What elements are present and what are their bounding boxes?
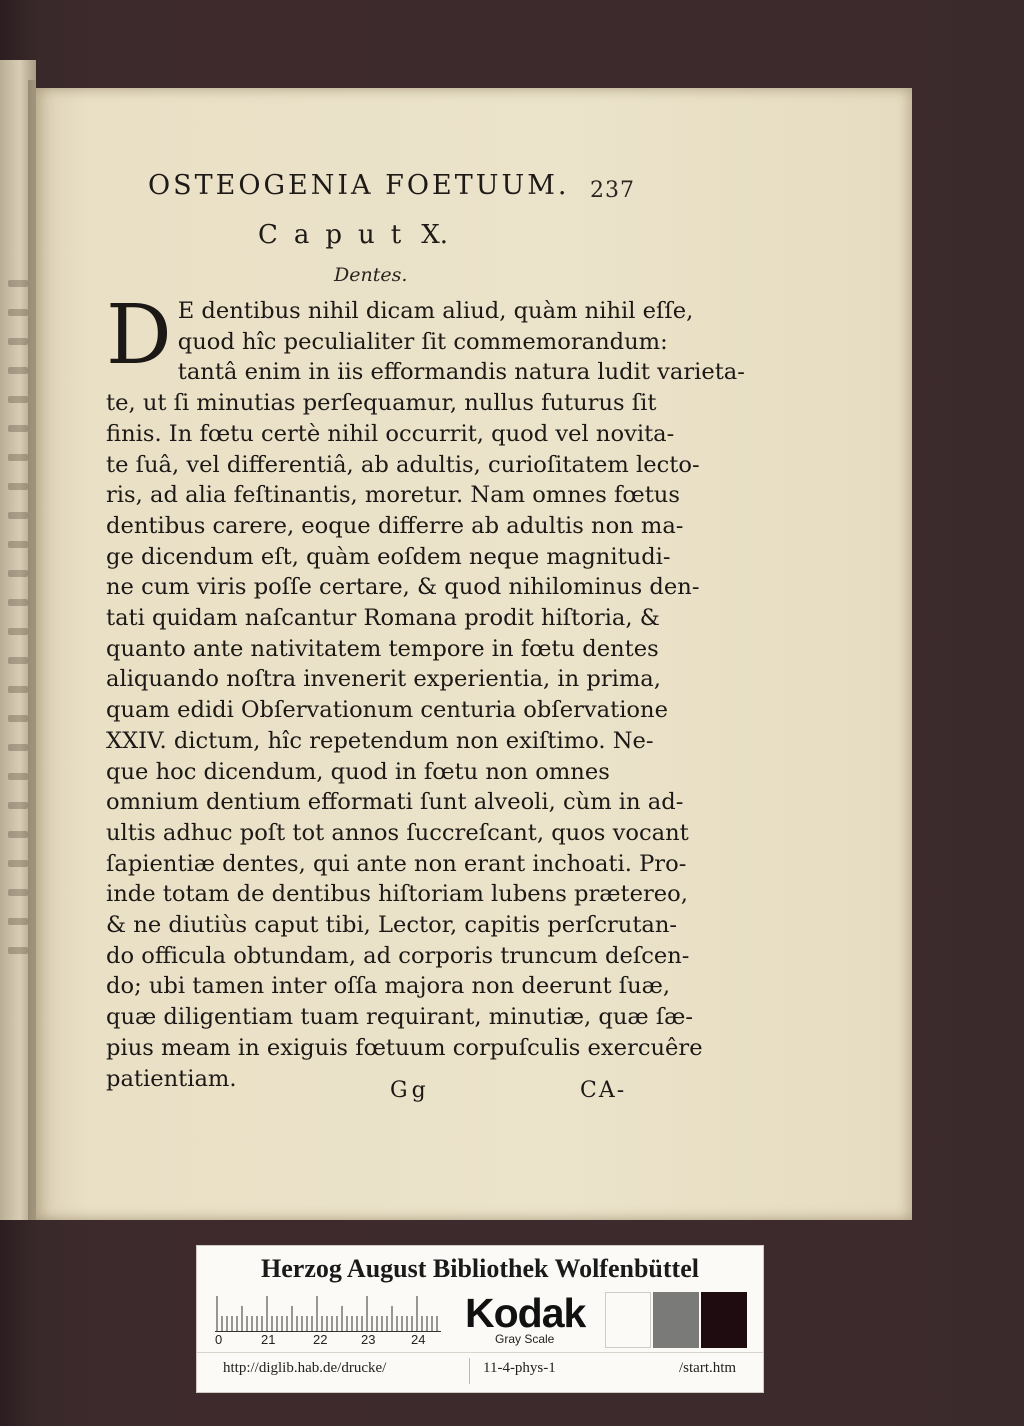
gray-scale-caption: Gray Scale [495,1332,555,1346]
url-id: 11-4-phys-1 [483,1360,556,1376]
ruler-number: 22 [313,1332,328,1347]
ruler-number: 0 [215,1332,223,1347]
text-line: que hoc dicendum, quod in fœtu non omnes [106,758,610,785]
text-line: dentibus carere, eoque differre ab adultis non ma- [106,512,684,539]
url-end: /start.htm [679,1360,737,1376]
ruler-ticks [215,1294,441,1332]
ruler-numbers [215,1332,445,1348]
chapter-caput: Caput [258,220,418,250]
text-line: aliquando noſtra invenerit experientia, in prima, [106,666,661,693]
patch-black [701,1292,747,1348]
text-line: quam edidi Obſervationum centuria obſervatione [106,697,668,724]
text-line: XXIV. dictum, hîc repetendum non exiſtimo. Ne- [106,727,654,754]
text-line: tantâ enim in iis efformandis natura ludit varieta- [177,359,745,386]
text-line: ge dicendum eſt, quàm eoſdem neque magnitudi- [106,543,671,570]
ruler-number: 23 [361,1332,376,1347]
chapter-subtitle: Dentes. [334,264,408,286]
gray-patches [605,1292,749,1348]
text-line: ne cum viris poſſe certare, & quod nihilominus den- [106,574,700,601]
url-separator [469,1358,470,1384]
facing-page-marks [2,280,32,1030]
show-through-text [570,1034,800,1064]
text-line: do officula obtundam, ad corporis truncum deſcen- [106,942,690,969]
text-line: quæ diligentiam tuam requirant, minutiæ, quæ ſæ- [106,1004,694,1031]
library-scan-label [196,1245,764,1393]
text-line: te, ut ſi minutias perſequamur, nullus futurus ſit [106,390,657,417]
text-line: & ne diutiùs caput tibi, Lector, capitis perſcrutan- [106,912,678,939]
text-line: quod hîc peculialiter ſit commemorandum: [177,328,668,355]
text-line: ſapientiæ dentes, qui ante non erant inchoati. Pro- [106,850,687,877]
catchword: CA- [580,1078,627,1103]
library-name: Herzog August Bibliothek Wolfenbüttel [261,1254,699,1283]
chapter-heading [258,220,538,260]
label-divider [197,1352,763,1353]
text-line: patientiam. [106,1065,237,1092]
text-line: ultis adhuc poſt tot annos ſuccreſcant, quos vocant [106,819,689,846]
text-line: ris, ad alia feſtinantis, moretur. Nam omnes fœtus [106,482,680,509]
text-line: te ſuâ, vel differentiâ, ab adultis, curioſitatem lecto- [106,451,700,478]
ruler-scale [215,1294,441,1332]
running-title: OSTEOGENIA FOETUUM. [148,170,570,201]
kodak-logo: Kodak [465,1290,586,1336]
text-line: pius meam in exiguis fœtuum corpuſculis exercuêre [106,1034,703,1061]
page-footer [106,1072,642,1112]
chapter-number: X. [421,220,449,250]
patch-white [605,1292,651,1348]
text-line: quanto ante nativitatem tempore in fœtu dentes [106,635,659,662]
text-line: omnium dentium efformati ſunt alveoli, cùm in ad- [106,789,684,816]
text-line: inde totam de dentibus hiſtoriam lubens prætereo, [106,881,688,908]
drop-capital: D [106,288,172,383]
ruler-number: 24 [411,1332,426,1347]
page-number: 237 [590,178,635,203]
patch-gray [653,1292,699,1348]
url-base: http://diglib.hab.de/drucke/ [223,1360,387,1376]
ruler-number: 21 [261,1332,276,1347]
text-line: E dentibus nihil dicam aliud, quàm nihil eſſe, [177,298,694,324]
text-line: do; ubi tamen inter oſſa majora non deerunt ſuæ, [106,973,671,1000]
signature-mark: Gg [390,1078,430,1103]
text-line: tati quidam naſcantur Romana prodit hiſtoria, & [106,605,660,632]
text-line: finis. In fœtu certè nihil occurrit, quod vel novita- [106,420,675,447]
